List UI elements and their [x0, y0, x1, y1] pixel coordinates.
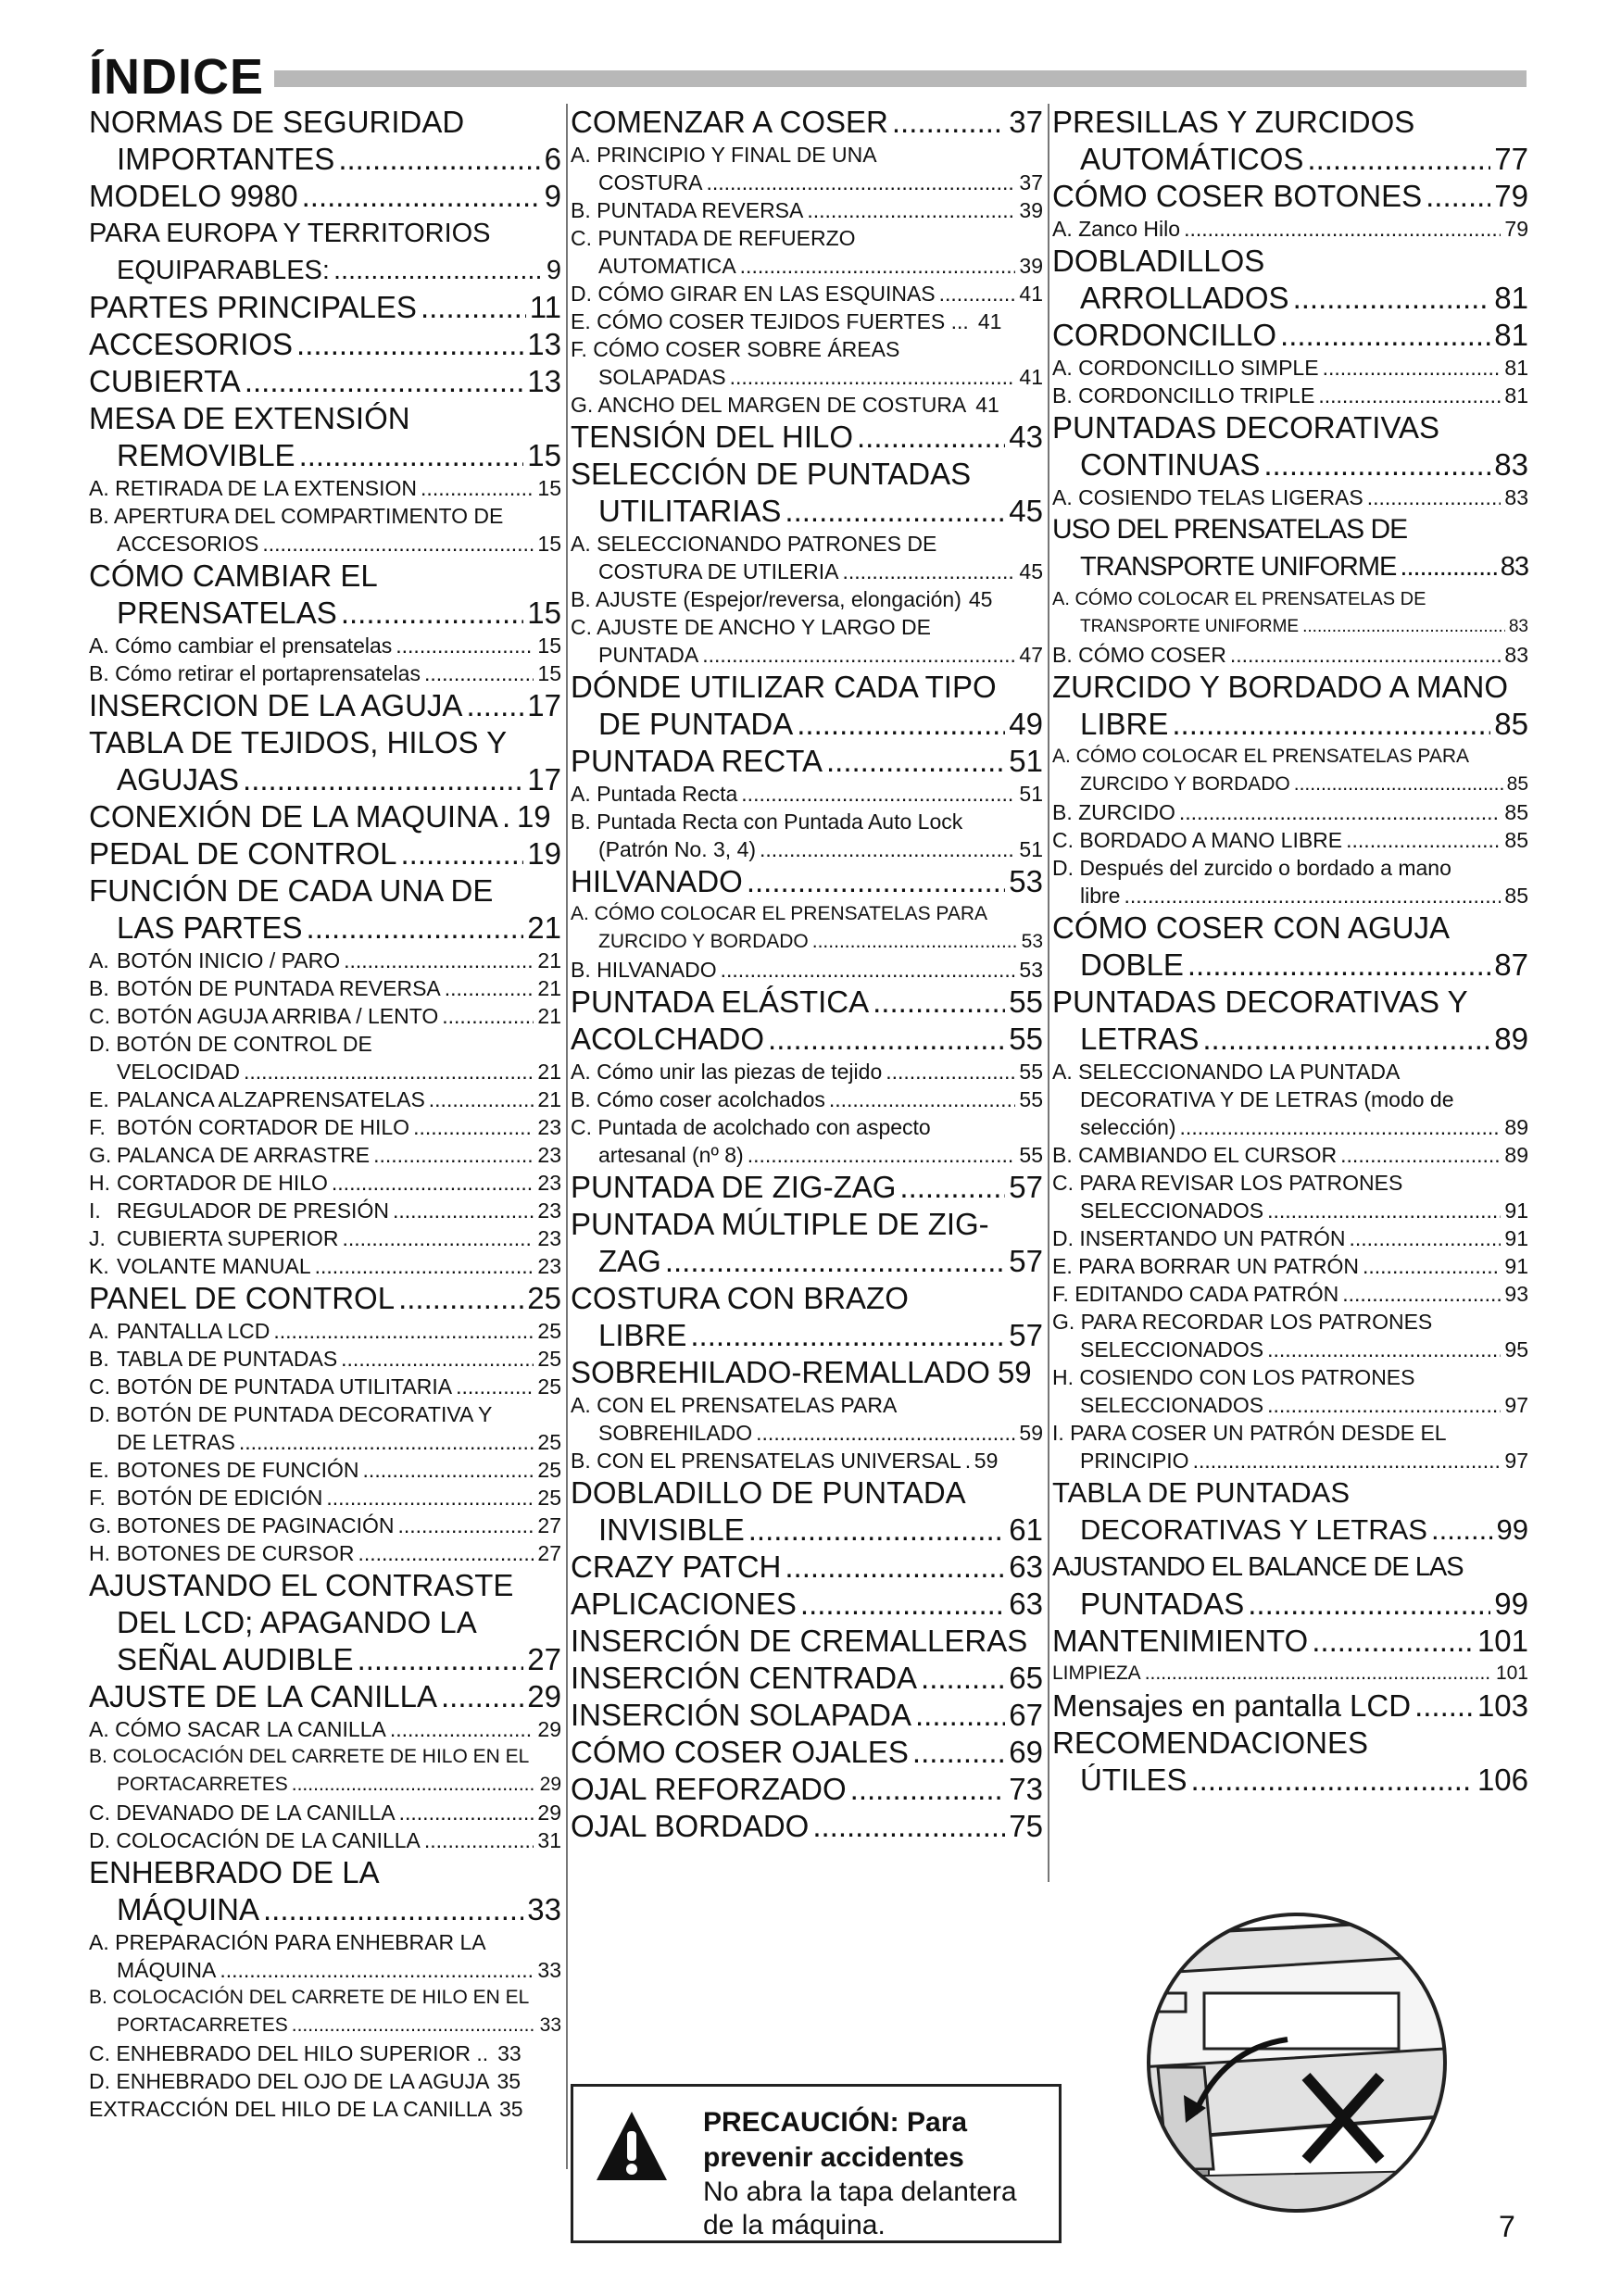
toc-subentry[interactable]: SOBREHILADO ..... 59 — [571, 1419, 1043, 1447]
toc-heading[interactable]: INSERCIÓN DE CREMALLERAS — [571, 1624, 1028, 1658]
toc-entry[interactable]: INSERCIÓN CENTRADA ..... 65 — [571, 1660, 1043, 1697]
toc-subentry[interactable]: C. ENHEBRADO DEL HILO SUPERIOR .. ..... 33 — [89, 2039, 561, 2067]
toc-entry[interactable]: ACOLCHADO ..... 55 — [571, 1021, 1043, 1058]
toc-subentry[interactable]: A. RETIRADA DE LA EXTENSION ..... 15 — [89, 474, 561, 502]
toc-subentry[interactable]: E. CÓMO COSER TEJIDOS FUERTES ... ..... 41 — [571, 307, 1043, 335]
toc-entry[interactable]: LIBRE ..... 85 — [1052, 706, 1528, 743]
toc-entry[interactable]: AUTOMÁTICOS ..... 77 — [1052, 141, 1528, 178]
toc-heading[interactable]: DOBLADILLO DE PUNTADA — [571, 1475, 966, 1510]
toc-subentry[interactable]: B. ZURCIDO ..... 85 — [1052, 798, 1528, 826]
toc-subentry[interactable]: ZURCIDO Y BORDADO ..... 53 — [571, 928, 1043, 956]
toc-entry[interactable]: PANEL DE CONTROL ..... 25 — [89, 1280, 561, 1317]
toc-entry[interactable]: PUNTADA DE ZIG-ZAG ..... 57 — [571, 1169, 1043, 1206]
toc-subentry[interactable]: artesanal (nº 8) ..... 55 — [571, 1141, 1043, 1169]
toc-subentry[interactable]: G. BOTONES DE PAGINACIÓN ..... 27 — [89, 1512, 561, 1539]
toc-entry[interactable]: MODELO 9980 ..... 9 — [89, 178, 561, 215]
toc-entry[interactable]: CÓMO COSER BOTONES ..... 79 — [1052, 178, 1528, 215]
toc-subentry-line[interactable]: A. CÓMO COLOCAR EL PRENSATELAS PARA — [571, 903, 988, 924]
toc-subentry[interactable]: A. CÓMO SACAR LA CANILLA ..... 29 — [89, 1715, 561, 1743]
toc-subentry[interactable]: C. BOTÓN AGUJA ARRIBA / LENTO ..... 21 — [89, 1002, 561, 1030]
toc-heading[interactable]: AJUSTANDO EL BALANCE DE LAS — [1052, 1552, 1464, 1582]
toc-heading[interactable]: DEL LCD; APAGANDO LA — [117, 1605, 477, 1639]
toc-entry[interactable]: DOBLE ..... 87 — [1052, 947, 1528, 984]
toc-entry[interactable]: DE PUNTADA ..... 49 — [571, 706, 1043, 743]
toc-entry[interactable]: HILVANADO ..... 53 — [571, 863, 1043, 900]
toc-subentry-line[interactable]: H. COSIENDO CON LOS PATRONES — [1052, 1365, 1415, 1389]
toc-subentry[interactable]: PORTACARRETES ..... 33 — [89, 2012, 561, 2039]
toc-subentry[interactable]: SELECCIONADOS ..... 97 — [1052, 1391, 1528, 1419]
toc-entry[interactable]: DECORATIVAS Y LETRAS ..... 99 — [1052, 1512, 1528, 1549]
toc-subentry[interactable]: MÁQUINA ..... 33 — [89, 1956, 561, 1984]
toc-subentry-line[interactable]: D. BOTÓN DE CONTROL DE — [89, 1032, 372, 1056]
toc-entry[interactable]: CONTINUAS ..... 83 — [1052, 446, 1528, 483]
toc-subentry[interactable]: selección) ..... 89 — [1052, 1113, 1528, 1141]
toc-subentry-line[interactable]: G. PARA RECORDAR LOS PATRONES — [1052, 1310, 1433, 1334]
toc-subentry[interactable]: (Patrón No. 3, 4) ..... 51 — [571, 835, 1043, 863]
toc-entry[interactable]: CORDONCILLO ..... 81 — [1052, 317, 1528, 354]
toc-subentry-line[interactable]: C. AJUSTE DE ANCHO Y LARGO DE — [571, 615, 931, 639]
toc-subentry[interactable]: B. CON EL PRENSATELAS UNIVERSAL ..... 59 — [571, 1447, 1043, 1474]
toc-subentry[interactable]: H. CORTADOR DE HILO ..... 23 — [89, 1169, 561, 1197]
toc-heading[interactable]: COSTURA CON BRAZO — [571, 1281, 909, 1315]
toc-subentry[interactable]: VELOCIDAD ..... 21 — [89, 1058, 561, 1085]
toc-subentry[interactable]: G. ANCHO DEL MARGEN DE COSTURA ..... 41 — [571, 391, 1043, 419]
toc-entry[interactable]: PUNTADAS ..... 99 — [1052, 1586, 1528, 1623]
toc-entry[interactable]: OJAL BORDADO ..... 75 — [571, 1808, 1043, 1845]
toc-entry[interactable]: TENSIÓN DEL HILO ..... 43 — [571, 419, 1043, 456]
toc-subentry[interactable]: E. PALANCA ALZAPRENSATELAS ..... 21 — [89, 1085, 561, 1113]
toc-subentry-line[interactable]: B. Puntada Recta con Puntada Auto Lock — [571, 809, 963, 834]
toc-subentry[interactable]: DE LETRAS ..... 25 — [89, 1428, 561, 1456]
toc-entry[interactable]: LAS PARTES ..... 21 — [89, 910, 561, 947]
toc-subentry-line[interactable]: A. CÓMO COLOCAR EL PRENSATELAS PARA — [1052, 746, 1470, 767]
toc-entry[interactable]: OJAL REFORZADO ..... 73 — [571, 1771, 1043, 1808]
toc-subentry[interactable]: A. CORDONCILLO SIMPLE ..... 81 — [1052, 354, 1528, 382]
toc-subentry-line[interactable]: D. BOTÓN DE PUNTADA DECORATIVA Y — [89, 1402, 493, 1426]
toc-entry[interactable]: LIBRE ..... 57 — [571, 1317, 1043, 1354]
caution-box — [571, 2084, 1062, 2243]
toc-subentry[interactable]: PORTACARRETES ..... 29 — [89, 1771, 561, 1799]
toc-heading[interactable]: MESA DE EXTENSIÓN — [89, 401, 410, 435]
toc-subentry-line[interactable]: A. SELECCIONANDO LA PUNTADA — [1052, 1060, 1401, 1084]
toc-subentry-line[interactable]: B. COLOCACIÓN DEL CARRETE DE HILO EN EL — [89, 1987, 530, 2008]
toc-entry[interactable]: CRAZY PATCH ..... 63 — [571, 1549, 1043, 1586]
toc-subentry[interactable]: B. BOTÓN DE PUNTADA REVERSA ..... 21 — [89, 974, 561, 1002]
toc-subentry[interactable]: K. VOLANTE MANUAL ..... 23 — [89, 1252, 561, 1280]
toc-subentry[interactable]: EXTRACCIÓN DEL HILO DE LA CANILLA 35 — [89, 2097, 523, 2121]
toc-entry[interactable]: PRENSATELAS ..... 15 — [89, 595, 561, 632]
toc-heading[interactable]: CÓMO COSER CON AGUJA — [1052, 910, 1451, 945]
title-rule — [274, 70, 1527, 87]
toc-heading[interactable]: PARA EUROPA Y TERRITORIOS — [89, 219, 491, 248]
toc-column-3 — [1052, 104, 1528, 1799]
warning-icon — [594, 2109, 670, 2183]
toc-subentry[interactable]: A. Cómo unir las piezas de tejido ..... 55 — [571, 1058, 1043, 1085]
toc-heading[interactable]: ENHEBRADO DE LA — [89, 1855, 380, 1889]
toc-entry[interactable]: MANTENIMIENTO ..... 101 — [1052, 1623, 1528, 1660]
toc-subentry[interactable]: ZURCIDO Y BORDADO ..... 85 — [1052, 771, 1528, 798]
toc-subentry-line[interactable]: A. PRINCIPIO Y FINAL DE UNA — [571, 143, 877, 167]
caution-title: PRECAUCIÓN: Para prevenir accidentes — [703, 2107, 968, 2173]
toc-entry[interactable]: TRANSPORTE UNIFORME ..... 83 — [1052, 548, 1528, 585]
toc-entry[interactable]: PEDAL DE CONTROL ..... 19 — [89, 835, 561, 872]
toc-subentry[interactable]: B. AJUSTE (Espejor/reversa, elongación) 45 — [571, 587, 993, 611]
toc-entry[interactable]: CUBIERTA ..... 13 — [89, 363, 561, 400]
toc-entry[interactable]: INSERCION DE LA AGUJA ..... 17 — [89, 687, 561, 724]
toc-subentry[interactable]: E. BOTONES DE FUNCIÓN ..... 25 — [89, 1456, 561, 1484]
toc-subentry[interactable]: PUNTADA ..... 47 — [571, 641, 1043, 669]
toc-subentry[interactable]: D. CÓMO GIRAR EN LAS ESQUINAS ..... 41 — [571, 280, 1043, 307]
toc-subentry[interactable]: D. INSERTANDO UN PATRÓN ..... 91 — [1052, 1224, 1528, 1252]
toc-subentry-line[interactable]: DECORATIVA Y DE LETRAS (modo de — [1080, 1087, 1454, 1111]
toc-subentry[interactable]: B. CORDONCILLO TRIPLE ..... 81 — [1052, 382, 1528, 409]
toc-subentry[interactable]: TRANSPORTE UNIFORME ..... 83 — [1052, 613, 1528, 641]
toc-column-1 — [89, 104, 561, 2123]
toc-subentry[interactable]: B. PUNTADA REVERSA ..... 39 — [571, 196, 1043, 224]
toc-heading[interactable]: DOBLADILLOS — [1052, 244, 1265, 278]
toc-subentry[interactable]: COSTURA ..... 37 — [571, 169, 1043, 196]
toc-heading[interactable]: CÓMO CAMBIAR EL — [89, 558, 378, 593]
toc-subentry[interactable]: SOLAPADAS ..... 41 — [571, 363, 1043, 391]
toc-subentry[interactable]: COSTURA DE UTILERIA ..... 45 — [571, 558, 1043, 585]
toc-subentry[interactable]: A. COSIENDO TELAS LIGERAS ..... 83 — [1052, 483, 1528, 511]
toc-entry[interactable]: ZAG ..... 57 — [571, 1243, 1043, 1280]
toc-heading[interactable]: PUNTADAS DECORATIVAS Y — [1052, 985, 1468, 1019]
toc-entry[interactable]: SEÑAL AUDIBLE ..... 27 — [89, 1641, 561, 1678]
toc-subentry-line[interactable]: A. PREPARACIÓN PARA ENHEBRAR LA — [89, 1930, 486, 1954]
toc-entry[interactable]: IMPORTANTES ..... 6 — [89, 141, 561, 178]
toc-subentry[interactable]: H. BOTONES DE CURSOR ..... 27 — [89, 1539, 561, 1567]
toc-subentry[interactable]: ACCESORIOS ..... 15 — [89, 530, 561, 558]
caution-text: No abra la tapa delantera de la máquina. — [703, 2177, 1017, 2240]
toc-entry[interactable]: CONEXIÓN DE LA MAQUINA ..... 19 — [89, 798, 561, 835]
toc-entry[interactable]: LETRAS ..... 89 — [1052, 1021, 1528, 1058]
toc-subentry[interactable]: D. ENHEBRADO DEL OJO DE LA AGUJA 35 — [89, 2069, 521, 2093]
toc-subentry-line[interactable]: B. APERTURA DEL COMPARTIMENTO DE — [89, 504, 504, 528]
toc-subentry-line[interactable]: I. PARA COSER UN PATRÓN DESDE EL — [1052, 1421, 1447, 1445]
toc-subentry[interactable]: G. PALANCA DE ARRASTRE ..... 23 — [89, 1141, 561, 1169]
toc-subentry[interactable]: J. CUBIERTA SUPERIOR ..... 23 — [89, 1224, 561, 1252]
toc-subentry-line[interactable]: B. COLOCACIÓN DEL CARRETE DE HILO EN EL — [89, 1746, 530, 1767]
toc-entry[interactable]: PARTES PRINCIPALES ..... 11 — [89, 289, 561, 326]
toc-column-2 — [571, 104, 1043, 1845]
machine-illustration — [1074, 1910, 1519, 2215]
toc-subentry[interactable]: B. CAMBIANDO EL CURSOR ..... 89 — [1052, 1141, 1528, 1169]
toc-subentry[interactable]: E. PARA BORRAR UN PATRÓN ..... 91 — [1052, 1252, 1528, 1280]
toc-entry[interactable]: PUNTADA ELÁSTICA ..... 55 — [571, 984, 1043, 1021]
toc-heading[interactable]: RECOMENDACIONES — [1052, 1725, 1369, 1760]
toc-entry[interactable]: COMENZAR A COSER ..... 37 — [571, 104, 1043, 141]
toc-heading[interactable]: AJUSTANDO EL CONTRASTE — [89, 1568, 514, 1602]
toc-heading[interactable]: NORMAS DE SEGURIDAD — [89, 105, 465, 139]
toc-heading[interactable]: DÓNDE UTILIZAR CADA TIPO — [571, 670, 997, 704]
toc-subentry-line[interactable]: A. SELECCIONANDO PATRONES DE — [571, 532, 937, 556]
toc-entry[interactable]: MÁQUINA ..... 33 — [89, 1891, 561, 1928]
toc-subentry[interactable]: B. Cómo coser acolchados ..... 55 — [571, 1085, 1043, 1113]
toc-entry[interactable]: SOBREHILADO-REMALLADO 59 — [571, 1355, 1032, 1389]
toc-subentry-line[interactable]: C. PUNTADA DE REFUERZO — [571, 226, 856, 250]
toc-subentry[interactable]: A. PANTALLA LCD ..... 25 — [89, 1317, 561, 1345]
toc-entry[interactable]: AJUSTE DE LA CANILLA ..... 29 — [89, 1678, 561, 1715]
toc-heading[interactable]: TABLA DE PUNTADAS — [1052, 1476, 1350, 1509]
toc-subentry[interactable]: F. BOTÓN CORTADOR DE HILO ..... 23 — [89, 1113, 561, 1141]
toc-entry[interactable]: EQUIPARABLES: ..... 9 — [89, 252, 561, 289]
toc-subentry-line[interactable]: C. Puntada de acolchado con aspecto — [571, 1115, 931, 1139]
toc-subentry[interactable]: LIMPIEZA ..... 101 — [1052, 1660, 1528, 1687]
toc-subentry[interactable]: libre ..... 85 — [1052, 882, 1528, 910]
toc-subentry[interactable]: I. REGULADOR DE PRESIÓN ..... 23 — [89, 1197, 561, 1224]
toc-subentry-line[interactable]: C. PARA REVISAR LOS PATRONES — [1052, 1171, 1403, 1195]
toc-subentry[interactable]: A. Puntada Recta ..... 51 — [571, 780, 1043, 808]
toc-subentry[interactable]: B. Cómo retirar el portaprensatelas ..... 15 — [89, 659, 561, 687]
toc-subentry[interactable]: SELECCIONADOS ..... 95 — [1052, 1336, 1528, 1363]
toc-subentry[interactable]: B. CÓMO COSER ..... 83 — [1052, 641, 1528, 669]
toc-subentry-line[interactable]: D. Después del zurcido o bordado a mano — [1052, 856, 1451, 880]
toc-heading[interactable]: ZURCIDO Y BORDADO A MANO — [1052, 670, 1509, 704]
toc-subentry[interactable]: A. BOTÓN INICIO / PARO ..... 21 — [89, 947, 561, 974]
toc-subentry[interactable]: B. TABLA DE PUNTADAS ..... 25 — [89, 1345, 561, 1373]
toc-subentry[interactable]: AUTOMATICA ..... 39 — [571, 252, 1043, 280]
column-divider-1 — [566, 104, 568, 2169]
toc-entry[interactable]: Mensajes en pantalla LCD ..... 103 — [1052, 1687, 1528, 1725]
toc-entry[interactable]: INSERCIÓN SOLAPADA ..... 67 — [571, 1697, 1043, 1734]
toc-subentry[interactable]: D. COLOCACIÓN DE LA CANILLA ..... 31 — [89, 1826, 561, 1854]
toc-entry[interactable]: UTILITARIAS ..... 45 — [571, 493, 1043, 530]
toc-heading[interactable]: USO DEL PRENSATELAS DE — [1052, 514, 1408, 545]
toc-heading[interactable]: PRESILLAS Y ZURCIDOS — [1052, 105, 1415, 139]
toc-subentry[interactable]: SELECCIONADOS ..... 91 — [1052, 1197, 1528, 1224]
toc-subentry-line[interactable]: A. CÓMO COLOCAR EL PRENSATELAS DE — [1052, 589, 1426, 609]
toc-subentry[interactable]: PRINCIPIO ..... 97 — [1052, 1447, 1528, 1474]
toc-subentry[interactable]: A. Cómo cambiar el prensatelas ..... 15 — [89, 632, 561, 659]
column-divider-2 — [1048, 104, 1049, 1882]
toc-entry[interactable]: PUNTADA RECTA ..... 51 — [571, 743, 1043, 780]
toc-subentry[interactable]: A. Zanco Hilo ..... 79 — [1052, 215, 1528, 243]
page-title: ÍNDICE — [89, 49, 265, 105]
toc-heading[interactable]: FUNCIÓN DE CADA UNA DE — [89, 873, 494, 908]
toc-entry[interactable]: AGUJAS ..... 17 — [89, 761, 561, 798]
toc-subentry[interactable]: F. EDITANDO CADA PATRÓN ..... 93 — [1052, 1280, 1528, 1308]
toc-entry[interactable]: ARROLLADOS ..... 81 — [1052, 280, 1528, 317]
toc-subentry[interactable]: C. BORDADO A MANO LIBRE ..... 85 — [1052, 826, 1528, 854]
toc-entry[interactable]: ÚTILES ..... 106 — [1052, 1762, 1528, 1799]
toc-entry[interactable]: REMOVIBLE ..... 15 — [89, 437, 561, 474]
toc-entry[interactable]: INVISIBLE ..... 61 — [571, 1512, 1043, 1549]
toc-heading[interactable]: PUNTADAS DECORATIVAS — [1052, 410, 1440, 445]
toc-entry[interactable]: ACCESORIOS ..... 13 — [89, 326, 561, 363]
toc-heading[interactable]: PUNTADA MÚLTIPLE DE ZIG- — [571, 1207, 989, 1241]
toc-subentry[interactable]: C. BOTÓN DE PUNTADA UTILITARIA ..... 25 — [89, 1373, 561, 1400]
toc-heading[interactable]: TABLA DE TEJIDOS, HILOS Y — [89, 725, 508, 759]
toc-subentry-line[interactable]: F. CÓMO COSER SOBRE ÁREAS — [571, 337, 900, 361]
toc-heading[interactable]: SELECCIÓN DE PUNTADAS — [571, 457, 972, 491]
page-number: 7 — [1499, 2210, 1515, 2243]
toc-subentry[interactable]: B. HILVANADO ..... 53 — [571, 956, 1043, 984]
toc-subentry[interactable]: F. BOTÓN DE EDICIÓN ..... 25 — [89, 1484, 561, 1512]
toc-entry[interactable]: APLICACIONES ..... 63 — [571, 1586, 1043, 1623]
toc-entry[interactable]: CÓMO COSER OJALES ..... 69 — [571, 1734, 1043, 1771]
toc-subentry-line[interactable]: A. CON EL PRENSATELAS PARA — [571, 1393, 898, 1417]
toc-subentry[interactable]: C. DEVANADO DE LA CANILLA ..... 29 — [89, 1799, 561, 1826]
